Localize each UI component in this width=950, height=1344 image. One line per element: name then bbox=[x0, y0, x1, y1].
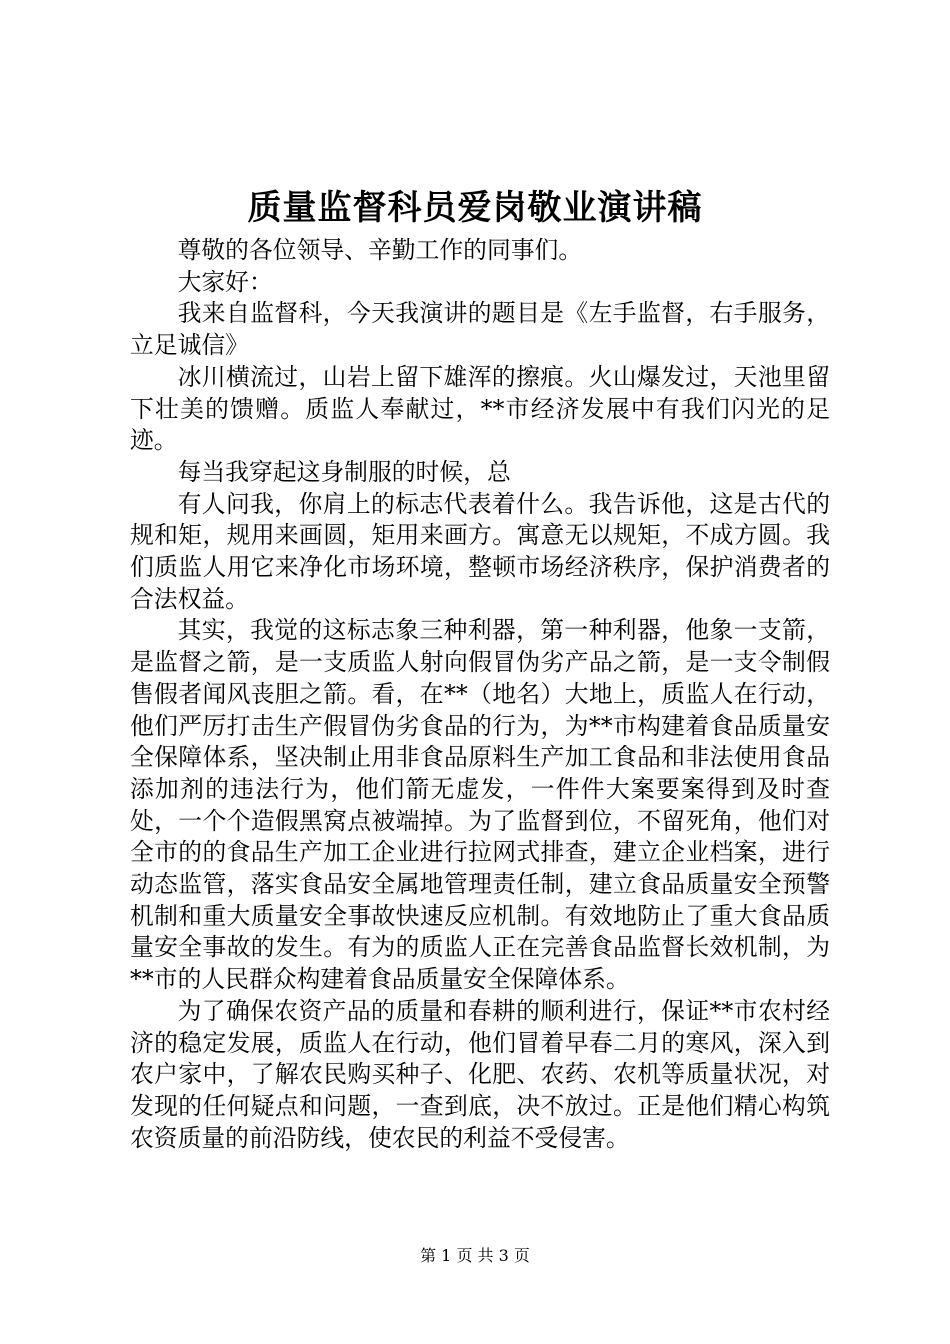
paragraph-emblem: 有人问我，你肩上的标志代表着什么。我告诉他，这是古代的规和矩，规用来画圆，矩用来画方。寓意无以规矩，不成方圆。我们质监人用它来净化市场环境，整顿市场经济秩序，保护消费者的合法权益。 bbox=[130, 489, 830, 613]
page-number: 第 1 页 共 3 页 bbox=[420, 1246, 530, 1265]
paragraph-greeting: 尊敬的各位领导、辛勤工作的同事们。 bbox=[177, 236, 583, 264]
paragraph-agriculture: 为了确保农资产品的质量和春耕的顺利进行，保证**市农村经济的稳定发展，质监人在行动，他们冒着早春二月的寒风，深入到农户家中，了解农民购买种子、化肥、农药、农机等质量状况，对发现的任何疑点和问题，一查到底，决不放过。正是他们精心构筑农资质量的前沿防线，使农民的利益不受侵害。 bbox=[130, 996, 830, 1152]
paragraph-glacier: 冰川横流过，山岩上留下雄浑的擦痕。火山爆发过，天池里留下壮美的馈赠。质监人奉献过，**市经济发展中有我们闪光的足迹。 bbox=[130, 362, 830, 455]
paragraph-hello: 大家好： bbox=[177, 267, 273, 296]
paragraph-intro: 我来自监督科，今天我演讲的题目是《左手监督，右手服务，立足诚信》 bbox=[130, 299, 830, 360]
document-body bbox=[130, 235, 830, 1154]
paragraph-uniform: 每当我穿起这身制服的时候，总 bbox=[177, 457, 511, 486]
document-title: 质量监督科员爱岗敬业演讲稿 bbox=[247, 188, 703, 228]
paragraph-arrow: 其实，我觉的这标志象三种利器，第一种利器，他象一支箭，是监督之箭，是一支质监人射向假冒伪劣产品之箭，是一支令制假售假者闻风丧胆之箭。看，在**（地名）大地上，质监人在行动，他们严厉打击生产假冒伪劣食品的行为，为**市构建着食品质量安全保障体系，坚决制止用非食品原料生产加工食品和非法使用食品添加剂的违法行为，他们箭无虚发，一件件大案要案得到及时查处，一个个造假黑窝点被端掉。为了监督到位，不留死角，他们对全市的的食品生产加工企业进行拉网式排查，建立企业档案，进行动态监管，落实食品安全属地管理责任制，建立食品质量安全预警机制和重大质量安全事故快速反应机制。有效地防止了重大食品质量安全事故的发生。有为的质监人正在完善食品监督长效机制，为**市的人民群众构建着食品质量安全保障体系。 bbox=[130, 616, 830, 994]
